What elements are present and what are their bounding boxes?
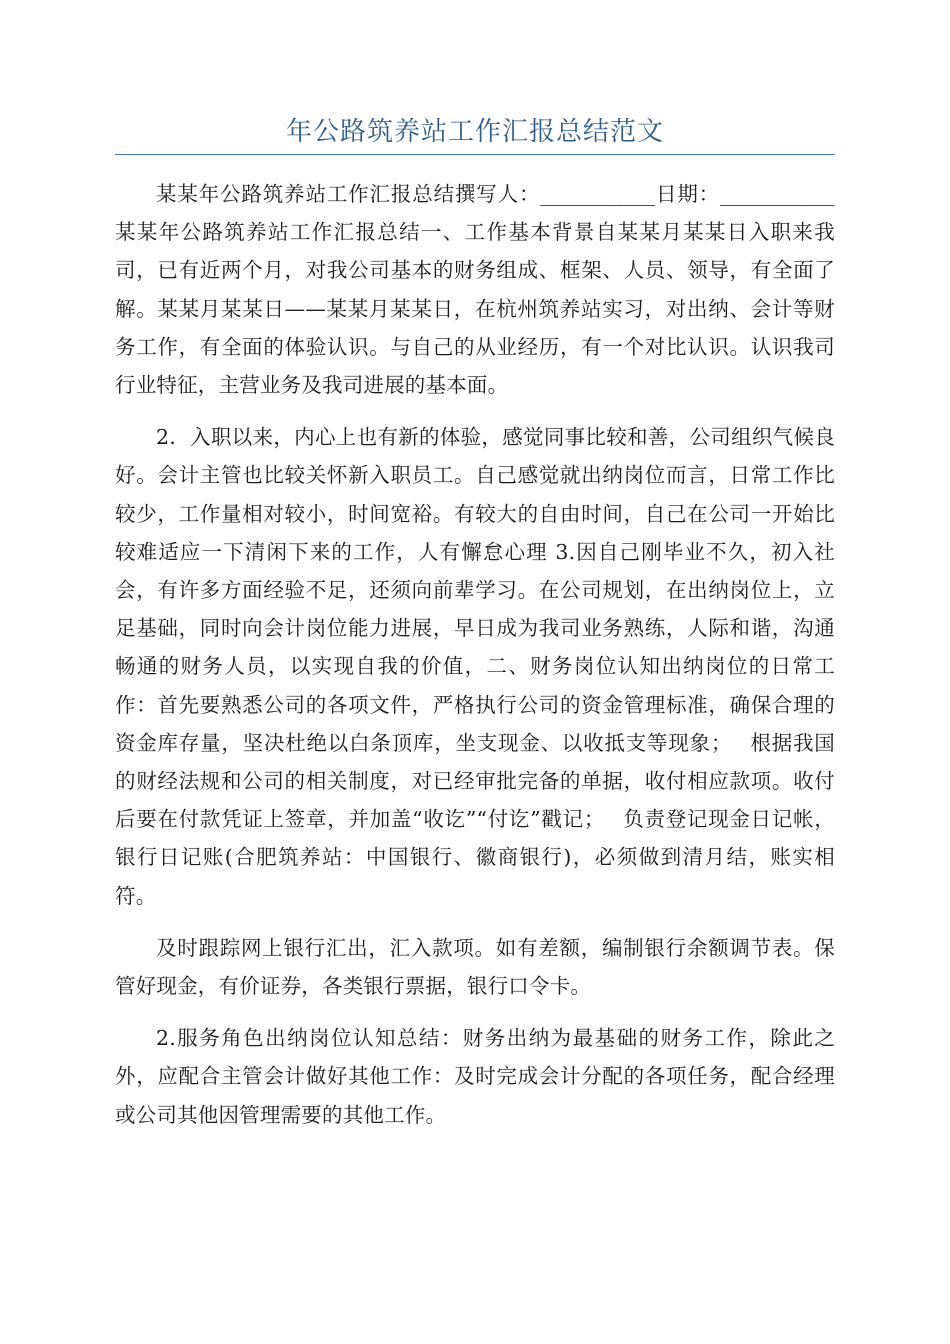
document-body xyxy=(115,175,835,1148)
paragraph-1: 某某年公路筑养站工作汇报总结撰写人：___________日期：___________某某年公路筑养站工作汇报总结一、工作基本背景自某某月某某日入职来我司，已有近两个月，对我公司基本的财务组成、框架、人员、领导，有全面了解。某某月某某日——某某月某某日，在杭州筑养站实习，对出纳、会计等财务工作，有全面的体验认识。与自己的从业经历，有一个对比认识。认识我司行业特征，主营业务及我司进展的基本面。 xyxy=(115,182,835,398)
title-underline xyxy=(115,154,835,155)
paragraph-4: 2.服务角色出纳岗位认知总结：财务出纳为最基础的财务工作，除此之外，应配合主管会计做好其他工作：及时完成会计分配的各项任务，配合经理或公司其他因管理需要的其他工作。 xyxy=(115,1026,835,1127)
paragraph-3: 及时跟踪网上银行汇出，汇入款项。如有差额，编制银行余额调节表。保管好现金，有价证券，各类银行票据，银行口令卡。 xyxy=(115,935,835,999)
document-title: 年公路筑养站工作汇报总结范文 xyxy=(285,117,664,147)
paragraph-2: 2．入职以来，内心上也有新的体验，感觉同事比较和善，公司组织气候良好。会计主管也比较关怀新入职员工。自己感觉就出纳岗位而言，日常工作比较少，工作量相对较小，时间宽裕。有较大的自由时间，自己在公司一开始比较难适应一下清闲下来的工作，人有懈怠心理 3.因自己刚毕业不久，初入社会，有许多方面经验不足，还须向前辈学习。在公司规划，在出纳岗位上，立足基础，同时向会计岗位能力进展，早日成为我司业务熟练，人际和谐，沟通畅通的财务人员，以实现自我的价值，二、财务岗位认知出纳岗位的日常工作：首先要熟悉公司的各项文件，严格执行公司的资金管理标准，确保合理的资金库存量，坚决杜绝以白条顶库，坐支现金、以收抵支等现象； 根据我国的财经法规和公司的相关制度，对已经审批完备的单据，收付相应款项。收付后要在付款凭证上签章，并加盖“收讫”“付讫”戳记； 负责登记现金日记帐，银行日记账(合肥筑养站：中国银行、徽商银行)，必须做到清月结，账实相符。 xyxy=(115,425,835,908)
